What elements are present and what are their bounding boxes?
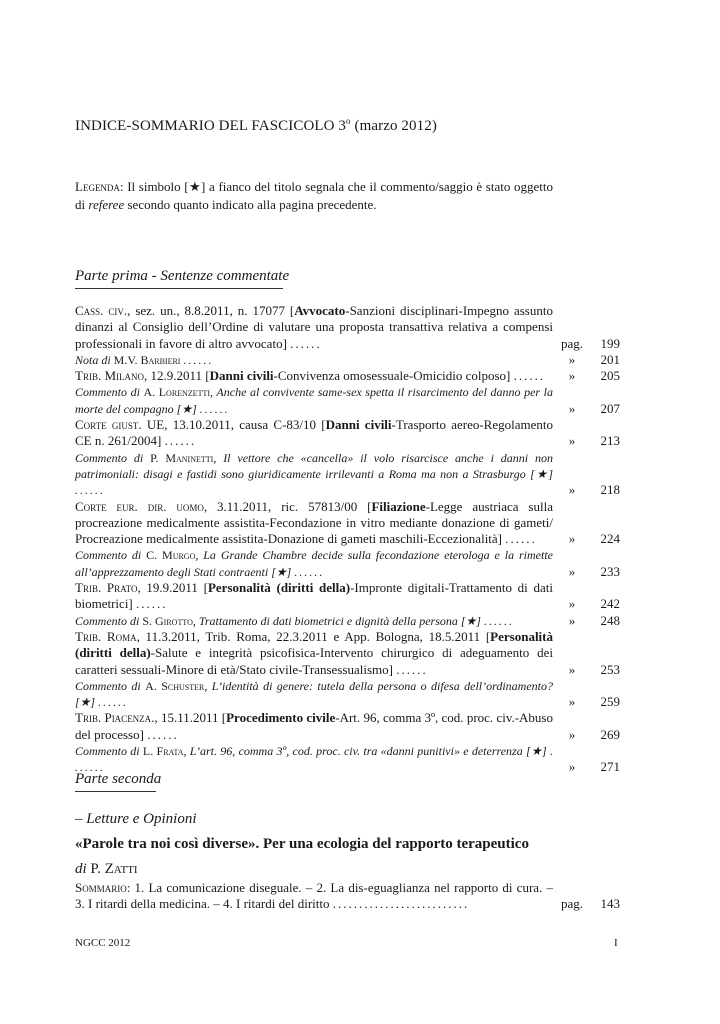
part-two-rule	[75, 791, 156, 792]
page-number: 253	[600, 661, 620, 677]
page-ref	[560, 759, 620, 775]
page-label: »	[568, 726, 576, 742]
page-label: »	[568, 400, 576, 416]
court-name: Trib. Prato	[75, 580, 138, 596]
leader-dots: ......	[513, 368, 546, 384]
commentary-entry	[75, 678, 620, 711]
page-label: »	[568, 482, 576, 498]
court-name: Corte giust. UE	[75, 417, 165, 433]
page-number: 248	[600, 612, 620, 628]
leader-dots: ......	[290, 335, 322, 351]
page-ref	[560, 662, 620, 678]
page-label: »	[568, 661, 576, 677]
commentary-lead: Commento di	[75, 385, 144, 400]
page-label: »	[568, 612, 576, 628]
page-label: »	[568, 563, 576, 579]
page-ref	[560, 401, 620, 417]
court-name: Trib. Milano	[75, 368, 144, 384]
page-number: 205	[600, 368, 620, 384]
court-name: Corte eur. dir. uomo	[75, 498, 204, 514]
leader-dots: ......	[294, 564, 325, 579]
page-label: »	[568, 596, 576, 612]
page-number: 213	[600, 433, 620, 449]
commentary-author: A. Lorenzetti	[143, 385, 211, 400]
leader-dots: ......	[75, 760, 105, 775]
commentary-entry	[75, 384, 620, 417]
leader-dots: ......	[183, 352, 214, 367]
page-number: 259	[600, 694, 620, 710]
article-title: «Parole tra noi così diverse». Per una ecologia del rapporto terapeutico	[75, 836, 529, 852]
commentary-entry	[75, 547, 620, 580]
case-description: -Art. 96, comma 3º, cod. proc. civ.-Abuso del processo]	[75, 710, 553, 742]
court-name: Cass. civ.	[75, 303, 128, 318]
part-one-heading: Parte prima - Sentenze commentate	[75, 268, 290, 284]
footer-journal: NGCC 2012	[75, 937, 131, 949]
subject-heading: Personalità (diritti della)	[207, 580, 351, 596]
page-label: »	[568, 531, 576, 547]
summary-label: Sommario	[75, 880, 127, 895]
case-entry	[75, 303, 620, 352]
subject-heading: Procedimento civile	[226, 710, 336, 726]
footer-page-number: I	[614, 937, 618, 949]
case-description: -Sanzioni disciplinari-Impegno assunto dinanzi al Consiglio dell’Ordine di valutare una proposta transattiva relativa a compensi professionali in favore di altro avvocato]	[75, 303, 553, 351]
case-entry	[75, 580, 620, 613]
page-ref	[560, 596, 620, 612]
page-number: 218	[600, 482, 620, 498]
commentary-lead: Commento di	[75, 450, 151, 465]
page-label: »	[568, 433, 576, 449]
part-one-rule	[75, 288, 283, 289]
case-reference: , 11.3.2011, Trib. Roma, 22.3.2011 e App. Bologna, 18.5.2011 [	[136, 628, 491, 644]
page-ref	[560, 727, 620, 743]
subject-heading: Personalità (diritti della)	[75, 628, 553, 661]
page-number: 242	[600, 596, 620, 612]
case-reference: , 3.11.2011, ric. 57813/00 [	[203, 498, 372, 514]
commentary-author: L. Frata	[142, 744, 184, 759]
page-number: 224	[600, 531, 620, 547]
page-ref	[560, 613, 620, 629]
case-reference: ., 15.11.2011 [	[151, 710, 227, 726]
page-label: »	[568, 759, 576, 775]
page-ref	[560, 352, 620, 368]
page-label: »	[568, 351, 576, 367]
court-name: Trib. Piacenza	[75, 710, 152, 726]
page-ref: pag. 143	[560, 896, 620, 912]
commentary-entry	[75, 450, 620, 499]
page-number: 201	[600, 351, 620, 367]
leader-dots: ......	[483, 613, 514, 628]
page-ref	[560, 368, 620, 384]
page-ref	[560, 531, 620, 547]
legend-label: Legenda	[75, 179, 120, 194]
case-reference: , 12.9.2011 [	[144, 368, 210, 384]
commentary-lead: Commento di	[75, 678, 146, 693]
leader-dots: ......	[147, 726, 179, 742]
leader-dots: ......	[199, 401, 230, 416]
case-description: -Convivenza omosessuale-Omicidio colposo]	[273, 368, 511, 384]
commentary-author: M.V. Barbieri	[113, 352, 181, 367]
commentary-title: , La Grande Chambre decide sulla fecondazione eterologa e la rimette all’apprezzamento degli Stati contraenti [★]	[75, 548, 553, 579]
leader-dots: ......	[75, 483, 105, 498]
leader-dots: ......	[98, 695, 129, 710]
article-author: di P. Zatti	[75, 861, 138, 877]
page-label: pag.	[560, 335, 584, 351]
page-ref	[560, 564, 620, 580]
part-two-heading: Parte seconda	[75, 771, 162, 787]
commentary-title: , L’identità di genere: tutela della persona o difesa dell’ordinamento? [★]	[75, 678, 553, 710]
commentary-author: A. Schuster	[145, 678, 205, 693]
commentary-lead: Nota di	[75, 352, 114, 367]
commentary-entry	[75, 352, 620, 368]
commentary-title: , Trattamento di dati biometrici e dignità della persona [★]	[192, 613, 481, 628]
commentary-title: , Il vettore che «cancella» il volo risarcisce anche i danni non patrimoniali: disagi e fastidi sono giuridicamente irrilevanti a Roma ma non a Strasburgo [★]	[75, 450, 553, 481]
commentary-author: C. Murgo	[146, 548, 196, 563]
legend-paragraph: Legenda: Il simbolo [★] a fianco del titolo segnala che il commento/saggio è stato oggetto di referee secondo quanto indicato alla pagina precedente.	[75, 179, 553, 212]
case-description: -Impronte digitali-Trattamento di dati biometrici]	[75, 580, 553, 612]
page-title: INDICE-SOMMARIO DEL FASCICOLO 3$^o$ (marzo 2012)	[75, 116, 437, 134]
commentary-lead: Commento di	[75, 548, 147, 563]
page-number: 207	[600, 400, 620, 416]
page-ref	[560, 336, 620, 352]
subject-heading: Danni civili	[325, 417, 392, 433]
commentary-entry	[75, 613, 620, 629]
commentary-title: , Anche al convivente same-sex spetta il risarcimento del danno per la morte del compagno [★]	[75, 385, 553, 416]
page-number: 269	[600, 726, 620, 742]
page-label: »	[568, 368, 576, 384]
subject-heading: Danni civili	[209, 368, 274, 384]
leader-dots: ......	[136, 596, 168, 612]
leader-dots: ......	[505, 531, 537, 547]
page-ref	[560, 433, 620, 449]
subject-heading: Avvocato	[294, 303, 346, 318]
court-name: Trib. Roma	[75, 628, 137, 644]
case-reference: , sez. un., 8.8.2011, n. 17077 [	[127, 303, 295, 318]
page-ref	[560, 482, 620, 498]
case-reference: , 13.10.2011, causa C-83/10 [	[164, 417, 326, 433]
subject-heading: Filiazione	[371, 498, 426, 514]
page-label: »	[568, 694, 576, 710]
case-description: -Trasporto aereo-Regolamento CE n. 261/2004]	[75, 417, 553, 449]
leader-dots: ......	[164, 433, 197, 449]
section-label: – Letture e Opinioni	[75, 811, 197, 827]
commentary-author: P. Maninetti	[150, 450, 214, 465]
case-description: -Salute e integrità psicofisica-Intervento chirurgico di adeguamento dei caratteri sessuali-Minore di età/Stato civile-Transessualismo]	[75, 645, 553, 677]
summary-entry	[75, 880, 620, 913]
page-number: 199	[600, 335, 620, 351]
page-number: 271	[600, 759, 620, 775]
page-number: 233	[600, 563, 620, 579]
case-reference: , 19.9.2011 [	[137, 580, 208, 596]
case-entry	[75, 417, 620, 450]
case-description: -Legge austriaca sulla procreazione medicalmente assistita-Fecondazione in vitro mediante donazione di gameti/ Procreazione medicalmente assistita-Donazione di gameti maschili-Eccezionalità]	[75, 498, 553, 547]
summary-text: : 1. La comunicazione diseguale. – 2. La dis-eguaglianza nel rapporto di cura. – 3. I ritardi della medicina. – 4. I ritardi del diritto	[75, 880, 553, 912]
entries-list	[75, 303, 620, 776]
case-entry	[75, 710, 620, 743]
leader-dots: ..........................	[332, 896, 470, 912]
commentary-title: , L’art. 96, comma 3º, cod. proc. civ. tra «danni punitivi» e deterrenza [★] .	[183, 744, 553, 759]
page-ref	[560, 694, 620, 710]
commentary-lead: Commento di	[75, 744, 143, 759]
case-entry	[75, 368, 620, 384]
case-entry	[75, 629, 620, 678]
case-entry	[75, 499, 620, 548]
commentary-lead: Commento di	[75, 613, 143, 628]
commentary-author: S. Girotto	[142, 613, 193, 628]
leader-dots: ......	[396, 661, 428, 677]
